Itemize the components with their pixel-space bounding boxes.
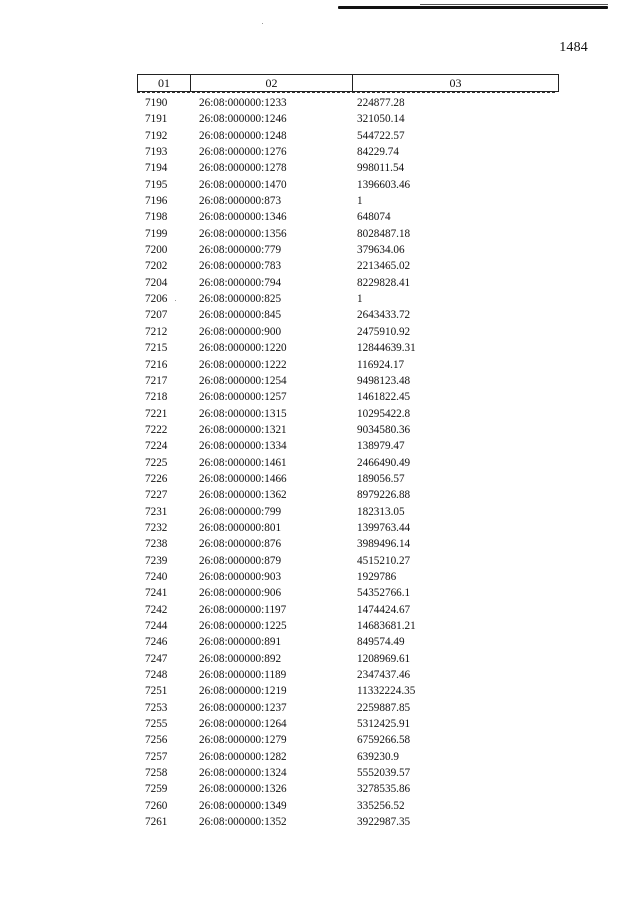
row-number-cell: 7257 <box>145 750 168 763</box>
cadastral-number-cell: 26:08:000000:1225 <box>199 620 287 632</box>
row-number-cell: 7226 <box>145 472 168 485</box>
cadastral-number-cell: 26:08:000000:801 <box>199 521 282 534</box>
table-row <box>0 357 640 373</box>
cadastral-number-cell: 26:08:000000:1326 <box>199 783 287 796</box>
row-number-cell: 7247 <box>145 652 168 665</box>
value-cell: 8229828.41 <box>357 276 411 289</box>
table-row <box>0 749 640 765</box>
value-cell: 9498123.48 <box>357 374 411 387</box>
cadastral-number-cell: 26:08:000000:1219 <box>199 685 287 698</box>
cadastral-number-cell: 26:08:000000:1254 <box>199 374 287 387</box>
cadastral-number-cell: 26:08:000000:799 <box>199 505 282 518</box>
value-cell: 1399763.44 <box>357 521 411 534</box>
row-number-cell: 7200 <box>145 244 168 257</box>
row-number-cell: 7224 <box>145 440 168 453</box>
table-row <box>0 651 640 667</box>
row-number-cell: 7259 <box>145 783 168 796</box>
value-cell: 5552039.57 <box>357 767 411 780</box>
row-number-cell: 7198 <box>145 211 168 224</box>
cadastral-number-cell: 26:08:000000:1197 <box>199 603 287 616</box>
table-row <box>0 144 640 160</box>
value-cell: 335256.52 <box>357 799 405 812</box>
value-cell: 12844639.31 <box>357 342 416 355</box>
cadastral-number-cell: 26:08:000000:873 <box>199 195 282 208</box>
row-number-cell: 7221 <box>145 407 168 420</box>
row-number-cell: 7255 <box>145 718 168 731</box>
table-row <box>0 111 640 127</box>
cadastral-number-cell: 26:08:000000:1220 <box>199 342 287 355</box>
value-cell: 2213465.02 <box>357 260 411 273</box>
value-cell: 84229.74 <box>357 146 399 159</box>
value-cell: 182313.05 <box>357 505 405 518</box>
cadastral-number-cell: 26:08:000000:1257 <box>199 391 287 404</box>
row-number-cell: 7232 <box>145 521 168 534</box>
cadastral-number-cell: 26:08:000000:900 <box>199 325 282 338</box>
cadastral-number-cell: 26:08:000000:1334 <box>199 440 287 453</box>
value-cell: 998011.54 <box>357 162 405 175</box>
table-row <box>0 683 640 699</box>
row-number-cell: 7196 <box>145 195 168 208</box>
row-number-cell: 7202 <box>145 260 168 273</box>
table-row <box>0 536 640 552</box>
table-row <box>0 438 640 454</box>
cadastral-number-cell: 26:08:000000:783 <box>199 260 282 273</box>
row-number-cell: 7190 <box>145 97 168 109</box>
cadastral-number-cell: 26:08:000000:1276 <box>199 146 287 159</box>
row-number-cell: 7261 <box>145 816 168 829</box>
table-row <box>0 389 640 405</box>
table-row <box>0 455 640 471</box>
table-row <box>0 634 640 650</box>
cadastral-number-cell: 26:08:000000:845 <box>199 309 282 322</box>
row-number-cell: 7244 <box>145 620 168 632</box>
cadastral-number-cell: 26:08:000000:1324 <box>199 767 287 780</box>
value-cell: 8979226.88 <box>357 489 411 502</box>
cadastral-number-cell: 26:08:000000:1233 <box>199 97 287 109</box>
value-cell: 189056.57 <box>357 472 405 485</box>
table-row <box>0 275 640 291</box>
value-cell: 9034580.36 <box>357 423 411 436</box>
value-cell: 2466490.49 <box>357 456 411 469</box>
table-row <box>0 781 640 797</box>
table-row <box>0 160 640 176</box>
value-cell: 1929786 <box>357 570 397 583</box>
row-number-cell: 7225 <box>145 456 168 469</box>
row-number-cell: 7193 <box>145 146 168 159</box>
cadastral-number-cell: 26:08:000000:1279 <box>199 734 287 747</box>
table-row <box>0 602 640 618</box>
row-number-cell: 7194 <box>145 162 168 175</box>
table-row <box>0 340 640 356</box>
top-rule-thin <box>420 4 608 5</box>
table-row <box>0 569 640 585</box>
cadastral-number-cell: 26:08:000000:1315 <box>199 407 287 420</box>
value-cell: 1 <box>357 293 363 306</box>
table-row <box>0 618 640 634</box>
row-number-cell: 7218 <box>145 391 168 404</box>
cadastral-number-cell: 26:08:000000:1246 <box>199 113 287 126</box>
table-row <box>0 177 640 193</box>
row-number-cell: 7231 <box>145 505 168 518</box>
table-row <box>0 406 640 422</box>
cadastral-number-cell: 26:08:000000:1278 <box>199 162 287 175</box>
cadastral-number-cell: 26:08:000000:876 <box>199 538 282 551</box>
table-row <box>0 732 640 748</box>
cadastral-number-cell: 26:08:000000:825 <box>199 293 282 306</box>
cadastral-number-cell: 26:08:000000:1362 <box>199 489 287 502</box>
value-cell: 6759266.58 <box>357 734 411 747</box>
value-cell: 1396603.46 <box>357 178 411 191</box>
cadastral-number-cell: 26:08:000000:1346 <box>199 211 287 224</box>
value-cell: 648074 <box>357 211 391 224</box>
cadastral-number-cell: 26:08:000000:1282 <box>199 750 287 763</box>
cadastral-number-cell: 26:08:000000:1470 <box>199 178 287 191</box>
table-row <box>0 504 640 520</box>
table-row <box>0 209 640 225</box>
cadastral-number-cell: 26:08:000000:1321 <box>199 423 287 436</box>
cadastral-number-cell: 26:08:000000:903 <box>199 570 282 583</box>
table-header <box>137 74 559 92</box>
value-cell: 116924.17 <box>357 358 405 371</box>
table-row <box>0 373 640 389</box>
row-number-cell: 7260 <box>145 799 168 812</box>
cadastral-number-cell: 26:08:000000:794 <box>199 276 282 289</box>
value-cell: 1461822.45 <box>357 391 411 404</box>
value-cell: 321050.14 <box>357 113 405 126</box>
row-number-cell: 7248 <box>145 669 168 682</box>
row-number-cell: 7251 <box>145 685 168 698</box>
column-header-03: 03 <box>449 76 462 90</box>
value-cell: 1208969.61 <box>357 652 411 665</box>
table-row <box>0 471 640 487</box>
value-cell: 54352766.1 <box>357 587 411 600</box>
row-number-cell: 7206 <box>145 293 168 306</box>
cadastral-number-cell: 26:08:000000:1356 <box>199 227 287 240</box>
value-cell: 224877.28 <box>357 97 405 109</box>
value-cell: 639230.9 <box>357 750 399 763</box>
row-number-cell: 7241 <box>145 587 168 600</box>
row-number-cell: 7239 <box>145 554 168 567</box>
value-cell: 5312425.91 <box>357 718 411 731</box>
table-row <box>0 798 640 814</box>
cadastral-number-cell: 26:08:000000:1264 <box>199 718 287 731</box>
row-number-cell: 7204 <box>145 276 168 289</box>
value-cell: 3278535.86 <box>357 783 411 796</box>
table-row <box>0 226 640 242</box>
value-cell: 1474424.67 <box>357 603 411 616</box>
cadastral-number-cell: 26:08:000000:779 <box>199 244 282 257</box>
value-cell: 138979.47 <box>357 440 405 453</box>
value-cell: 2259887.85 <box>357 701 411 714</box>
table-row <box>0 324 640 340</box>
value-cell: 3922987.35 <box>357 816 411 829</box>
column-header-01: 01 <box>138 75 191 91</box>
value-cell: 2475910.92 <box>357 325 411 338</box>
top-rule <box>338 6 608 9</box>
header-underline <box>137 92 557 93</box>
cadastral-number-cell: 26:08:000000:1461 <box>199 456 287 469</box>
table-row <box>0 716 640 732</box>
row-number-cell: 7212 <box>145 325 168 338</box>
row-number-cell: 7246 <box>145 636 168 649</box>
table-row <box>0 814 640 830</box>
value-cell: 544722.57 <box>357 129 405 142</box>
row-number-cell: 7240 <box>145 570 168 583</box>
table-row <box>0 765 640 781</box>
row-number-cell: 7217 <box>145 374 168 387</box>
cadastral-number-cell: 26:08:000000:1237 <box>199 701 287 714</box>
row-number-cell: 7199 <box>145 227 168 240</box>
value-cell: 14683681.21 <box>357 620 416 632</box>
row-number-cell: 7191 <box>145 113 168 126</box>
table-row <box>0 585 640 601</box>
cadastral-number-cell: 26:08:000000:1352 <box>199 816 287 829</box>
cadastral-number-cell: 26:08:000000:906 <box>199 587 282 600</box>
value-cell: 849574.49 <box>357 636 405 649</box>
row-number-cell: 7207 <box>145 309 168 322</box>
cadastral-number-cell: 26:08:000000:1222 <box>199 358 287 371</box>
value-cell: 3989496.14 <box>357 538 411 551</box>
value-cell: 2643433.72 <box>357 309 411 322</box>
row-number-cell: 7242 <box>145 603 168 616</box>
table-row <box>0 667 640 683</box>
table-row <box>0 487 640 503</box>
table-row <box>0 193 640 209</box>
table-row <box>0 520 640 536</box>
value-cell: 2347437.46 <box>357 669 411 682</box>
row-number-cell: 7256 <box>145 734 168 747</box>
cadastral-number-cell: 26:08:000000:1189 <box>199 669 287 682</box>
page-number: 1484 <box>559 40 588 55</box>
table-row <box>0 95 640 111</box>
column-header-02: 02 <box>191 75 353 91</box>
scan-speck <box>175 300 176 301</box>
value-cell: 10295422.8 <box>357 407 411 420</box>
cadastral-number-cell: 26:08:000000:879 <box>199 554 282 567</box>
value-cell: 11332224.35 <box>357 685 416 698</box>
row-number-cell: 7258 <box>145 767 168 780</box>
table-row <box>0 291 640 307</box>
table-row <box>0 128 640 144</box>
row-number-cell: 7222 <box>145 423 168 436</box>
row-number-cell: 7192 <box>145 129 168 142</box>
row-number-cell: 7215 <box>145 342 168 355</box>
cadastral-number-cell: 26:08:000000:1248 <box>199 129 287 142</box>
cadastral-number-cell: 26:08:000000:1466 <box>199 472 287 485</box>
scan-speck <box>262 23 263 24</box>
table-row <box>0 242 640 258</box>
table-row <box>0 258 640 274</box>
table-row <box>0 553 640 569</box>
table-row <box>0 307 640 323</box>
row-number-cell: 7195 <box>145 178 168 191</box>
table-body <box>0 95 640 830</box>
row-number-cell: 7216 <box>145 358 168 371</box>
row-number-cell: 7238 <box>145 538 168 551</box>
cadastral-number-cell: 26:08:000000:891 <box>199 636 282 649</box>
cadastral-number-cell: 26:08:000000:1349 <box>199 799 287 812</box>
row-number-cell: 7227 <box>145 489 168 502</box>
cadastral-number-cell: 26:08:000000:892 <box>199 652 282 665</box>
value-cell: 1 <box>357 195 363 208</box>
value-cell: 379634.06 <box>357 244 405 257</box>
value-cell: 8028487.18 <box>357 227 411 240</box>
row-number-cell: 7253 <box>145 701 168 714</box>
table-row <box>0 700 640 716</box>
table-row <box>0 422 640 438</box>
value-cell: 4515210.27 <box>357 554 411 567</box>
